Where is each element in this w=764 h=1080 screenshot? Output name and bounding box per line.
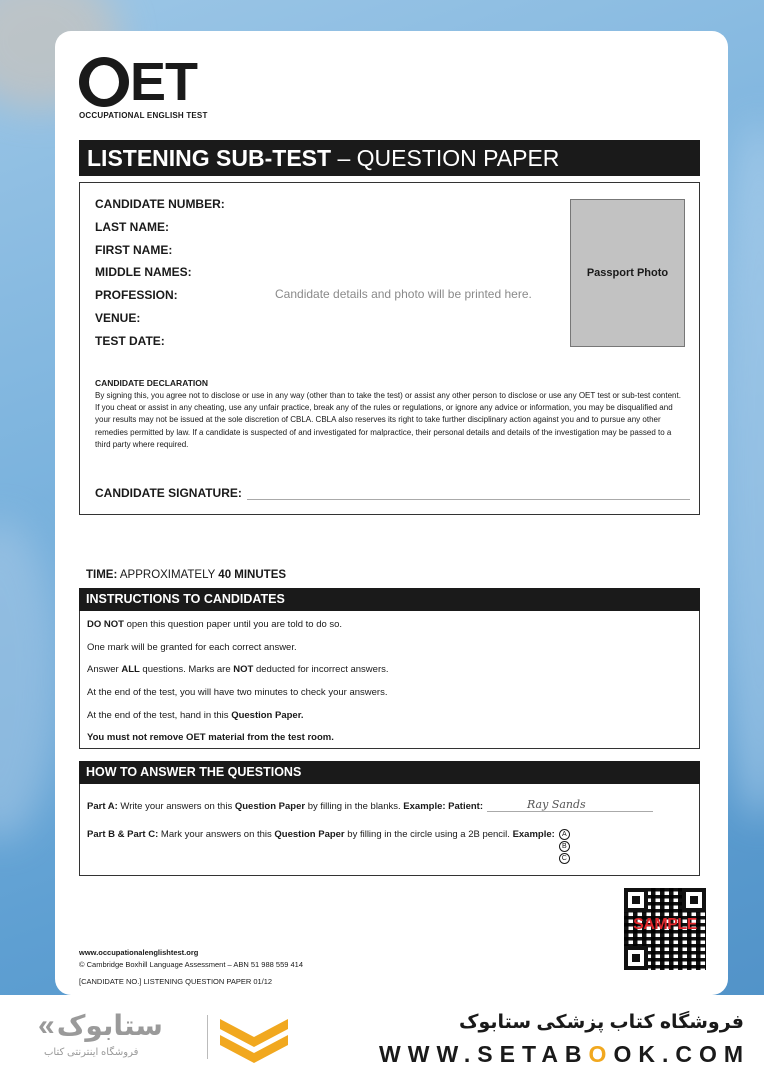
part-bc-instruction	[87, 829, 692, 864]
oet-logo-o-icon	[79, 57, 129, 107]
time-prefix: APPROXIMATELY	[117, 569, 219, 581]
instruction-emphasis: Question Paper	[274, 829, 345, 840]
how-to-answer-heading: HOW TO ANSWER THE QUESTIONS	[79, 761, 700, 784]
page-title-bold: LISTENING SUB-TEST	[87, 145, 332, 171]
instruction-line	[87, 619, 692, 642]
page-title	[79, 140, 700, 176]
instruction-text: questions. Marks are	[139, 664, 234, 676]
field-middle-names: MIDDLE NAMES:	[95, 265, 192, 280]
banner-divider	[207, 1015, 208, 1059]
question-paper-cover	[55, 31, 728, 995]
footer-url[interactable]: www.occupationalenglishtest.org	[79, 948, 199, 957]
instruction-emphasis: Question Paper.	[231, 709, 304, 721]
setabook-logo	[38, 1011, 163, 1041]
instruction-line: At the end of the test, you will have two minutes to check your answers.	[87, 687, 388, 699]
page-footer	[79, 947, 303, 988]
qr-code-icon	[624, 888, 706, 970]
field-candidate-number: CANDIDATE NUMBER:	[95, 197, 225, 211]
oet-logo-mark: ET	[130, 52, 198, 112]
store-url-pre: WWW.SETAB	[379, 1041, 589, 1067]
instruction-text: by filling in the blanks.	[305, 801, 404, 812]
instructions-heading: INSTRUCTIONS TO CANDIDATES	[79, 588, 700, 611]
field-test-date: TEST DATE:	[95, 333, 165, 348]
passport-photo-box	[570, 199, 685, 347]
sample-stamp: SAMPLE	[633, 916, 697, 933]
how-to-answer-box	[79, 784, 700, 876]
instruction-line	[87, 732, 692, 755]
field-venue: VENUE:	[95, 310, 141, 325]
signature-label: CANDIDATE SIGNATURE:	[95, 486, 242, 500]
part-a-label: Part A:	[87, 801, 118, 812]
page-title-rest: – QUESTION PAPER	[331, 145, 560, 171]
time-allowance	[86, 569, 286, 581]
background-photo-arm	[0, 520, 60, 840]
instruction-text: deducted for incorrect answers.	[253, 664, 389, 676]
time-label: TIME:	[86, 569, 118, 581]
store-url-post: OK.COM	[613, 1041, 750, 1067]
instruction-emphasis: ALL	[121, 664, 140, 676]
signature-line[interactable]	[247, 488, 690, 500]
instruction-text: Mark your answers on this	[158, 829, 275, 840]
instruction-emphasis: NOT	[233, 664, 254, 676]
field-last-name: LAST NAME:	[95, 219, 169, 234]
instruction-emphasis: Question Paper	[234, 801, 306, 812]
candidate-details-box	[79, 182, 700, 515]
candidate-signature	[95, 486, 690, 500]
instruction-line	[87, 710, 692, 733]
field-profession: PROFESSION:	[95, 288, 178, 303]
setabook-tagline: فروشگاه اینترنتی کتاب	[44, 1047, 139, 1058]
footer-copyright: © Cambridge Boxhill Language Assessment – ABN 51 988 559 414	[79, 960, 304, 969]
part-a-instruction	[87, 798, 692, 812]
instruction-text: Write your answers on this	[117, 801, 235, 812]
instruction-emphasis: DO NOT	[87, 619, 124, 630]
instruction-text: by filling in the circle using a 2B pencil.	[344, 829, 513, 840]
double-chevron-icon: «	[38, 1009, 55, 1042]
oet-logo-subtitle: OCCUPATIONAL ENGLISH TEST	[79, 111, 208, 120]
instruction-line	[87, 664, 692, 687]
instruction-text: At the end of the test, hand in this	[87, 709, 232, 721]
instruction-emphasis: You must not remove OET material from the test room.	[87, 732, 334, 744]
oet-logo	[79, 52, 208, 120]
store-banner	[0, 995, 764, 1080]
instruction-text: open this question paper until you are told to do so.	[123, 619, 343, 630]
store-url[interactable]	[379, 1041, 750, 1068]
candidate-declaration	[95, 378, 687, 451]
part-a-example-answer: Ray Sands	[487, 798, 653, 812]
footer-paper-id: [CANDIDATE NO.] LISTENING QUESTION PAPER 01/12	[79, 977, 273, 986]
instruction-text: Answer	[87, 664, 122, 676]
part-bc-example-label: Example:	[512, 829, 555, 840]
declaration-title: CANDIDATE DECLARATION	[95, 378, 209, 388]
answer-circle-a[interactable]: A	[559, 829, 570, 840]
candidate-details-placeholder: Candidate details and photo will be printed here.	[275, 287, 532, 301]
candidate-field-list	[95, 197, 225, 357]
time-value: 40 MINUTES	[218, 569, 287, 581]
book-mark-icon	[218, 1013, 290, 1067]
part-bc-label: Part B & Part C:	[87, 829, 159, 840]
field-first-name: FIRST NAME:	[95, 242, 173, 257]
declaration-body: By signing this, you agree not to disclose or use in any way (other than to take the test) or assist any other person to disclose or use any OET test or sub-test content. If you cheat or assist in any cheating, use any unfair practice, break any of the rules or regulations, or ignore any advice or information, you may be disqualified and your results may not be issued at the sole discretion of CBLA. CBLA also reserves its right to take further disciplinary action against you and to pursue any other remedies permitted by law. If a candidate is suspected of and investigated for malpractice, their personal details and details of the investigation may be passed to a third party where required.	[95, 391, 681, 449]
passport-photo-label: Passport Photo	[586, 267, 669, 279]
answer-circle-c[interactable]: C	[559, 853, 570, 864]
instructions-box	[79, 611, 700, 749]
part-a-example-label: Example: Patient:	[403, 801, 484, 812]
answer-circle-b[interactable]: B	[559, 841, 570, 852]
store-url-accent: O	[588, 1041, 614, 1067]
store-name: فروشگاه کتاب پزشکی ستابوک	[458, 1012, 744, 1033]
instruction-line: One mark will be granted for each correct answer.	[87, 641, 297, 653]
setabook-logo-word: ستابوک	[56, 1010, 163, 1041]
answer-circle-group	[559, 829, 570, 864]
